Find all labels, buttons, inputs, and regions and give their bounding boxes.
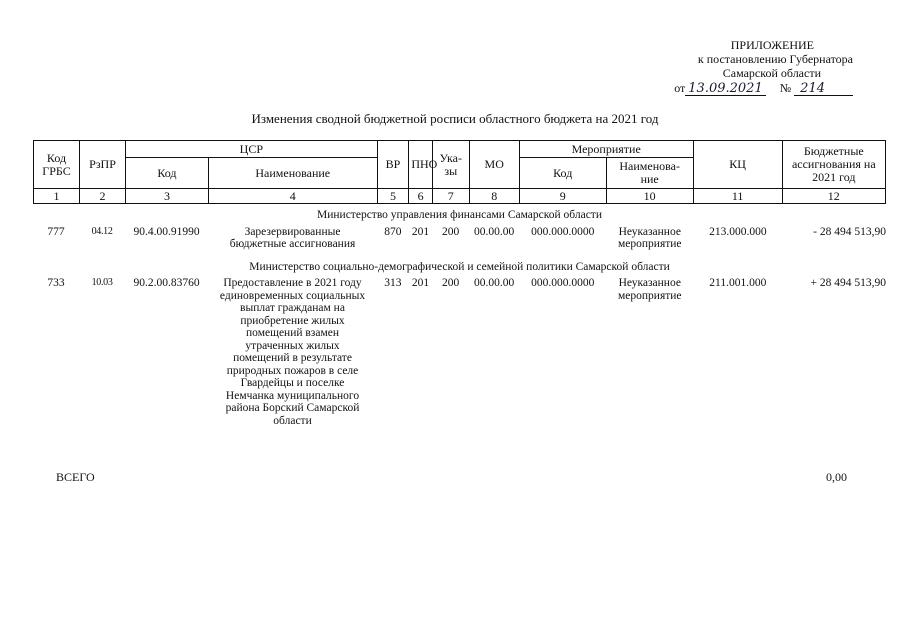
cell-event-code: 000.000.0000	[531, 225, 595, 238]
col-allocations-header: Бюджетные ассигнования на 2021 год	[782, 141, 885, 189]
decree-number: 214	[794, 82, 853, 96]
cell-grbs: 733	[47, 277, 65, 289]
col-event-name-header: Наименова-ние	[606, 158, 693, 189]
cell-rzpr: 10.03	[91, 277, 113, 288]
col-pno-header: ПНО	[409, 141, 433, 189]
cell-ukazy: 200	[442, 225, 460, 238]
appendix-line-3: Самарской области	[722, 66, 821, 80]
cell-csr-name: Предоставление в 2021 году единовременных социальных выплат гражданам на приобретение жилых помещений взамен утраченных жилых помещений в результате природных пожаров в селе Гвардейцы и поселке Немчанка муниципального района Борский Самарской области	[219, 277, 366, 427]
column-number: 3	[126, 189, 209, 204]
cell-rzpr: 04.12	[91, 225, 113, 237]
column-number: 1	[34, 189, 80, 204]
col-csr-header: ЦСР	[126, 141, 378, 158]
appendix-header	[0, 38, 853, 96]
section-title: Министерство социально-демографической и семейной политики Самарской области	[249, 260, 670, 273]
cell-event-name: Неуказанное мероприятие	[618, 225, 682, 250]
appendix-line-2: к постановлению Губернатора	[697, 52, 853, 66]
from-label: от	[674, 81, 686, 95]
table-row	[33, 226, 886, 260]
col-rzpr-header: РзПР	[80, 141, 126, 189]
appendix-date-line	[0, 81, 853, 96]
table-row	[33, 277, 886, 427]
cell-event-code: 000.000.0000	[531, 277, 595, 289]
section-title: Министерство управления финансами Самарской области	[317, 209, 602, 221]
column-number: 11	[693, 189, 782, 204]
col-kc-header: КЦ	[693, 141, 782, 189]
cell-pno: 201	[411, 277, 430, 289]
column-number: 10	[606, 189, 693, 204]
col-csr-name-header: Наименование	[208, 158, 377, 189]
column-number: 7	[432, 189, 469, 204]
col-vr-header: ВР	[377, 141, 409, 189]
col-mo-header: МО	[469, 141, 519, 189]
cell-amount: + 28 494 513,90	[810, 277, 886, 289]
cell-kc: 213.000.000	[709, 225, 767, 238]
column-number: 6	[409, 189, 433, 204]
data-table	[33, 208, 886, 427]
col-ukazy-header: Ука-зы	[432, 141, 469, 189]
cell-ukazy: 200	[442, 277, 460, 289]
appendix-title: ПРИЛОЖЕНИЕ	[730, 38, 814, 52]
cell-csr-code: 90.4.00.91990	[133, 225, 200, 238]
col-event-code-header: Код	[519, 158, 606, 189]
col-grbs-header: Код ГРБС	[34, 141, 80, 189]
cell-csr-name: Зарезервированные бюджетные ассигнования	[229, 225, 356, 250]
cell-mo: 00.00.00	[474, 277, 515, 289]
cell-event-name: Неуказанное мероприятие	[618, 277, 682, 302]
cell-csr-code: 90.2.00.83760	[133, 277, 200, 289]
total-label: ВСЕГО	[56, 470, 95, 484]
decree-date: 13.09.2021	[685, 82, 765, 96]
column-number: 2	[80, 189, 126, 204]
col-event-header: Мероприятие	[519, 141, 693, 158]
cell-amount: - 28 494 513,90	[813, 225, 886, 238]
column-numbers-row	[34, 189, 886, 204]
column-number: 8	[469, 189, 519, 204]
number-label: №	[779, 81, 792, 95]
column-number: 5	[377, 189, 409, 204]
total-value: 0,00	[826, 470, 847, 484]
column-number: 4	[208, 189, 377, 204]
header-table	[33, 140, 886, 204]
column-number: 12	[782, 189, 885, 204]
cell-kc: 211.001.000	[709, 277, 767, 289]
col-csr-code-header: Код	[126, 158, 209, 189]
document-title: Изменения сводной бюджетной росписи областного бюджета на 2021 год	[251, 111, 659, 126]
cell-vr: 313	[384, 277, 402, 289]
column-number: 9	[519, 189, 606, 204]
cell-mo: 00.00.00	[474, 225, 515, 238]
cell-vr: 870	[384, 225, 402, 238]
cell-grbs: 777	[47, 225, 65, 238]
cell-pno: 201	[411, 225, 430, 238]
